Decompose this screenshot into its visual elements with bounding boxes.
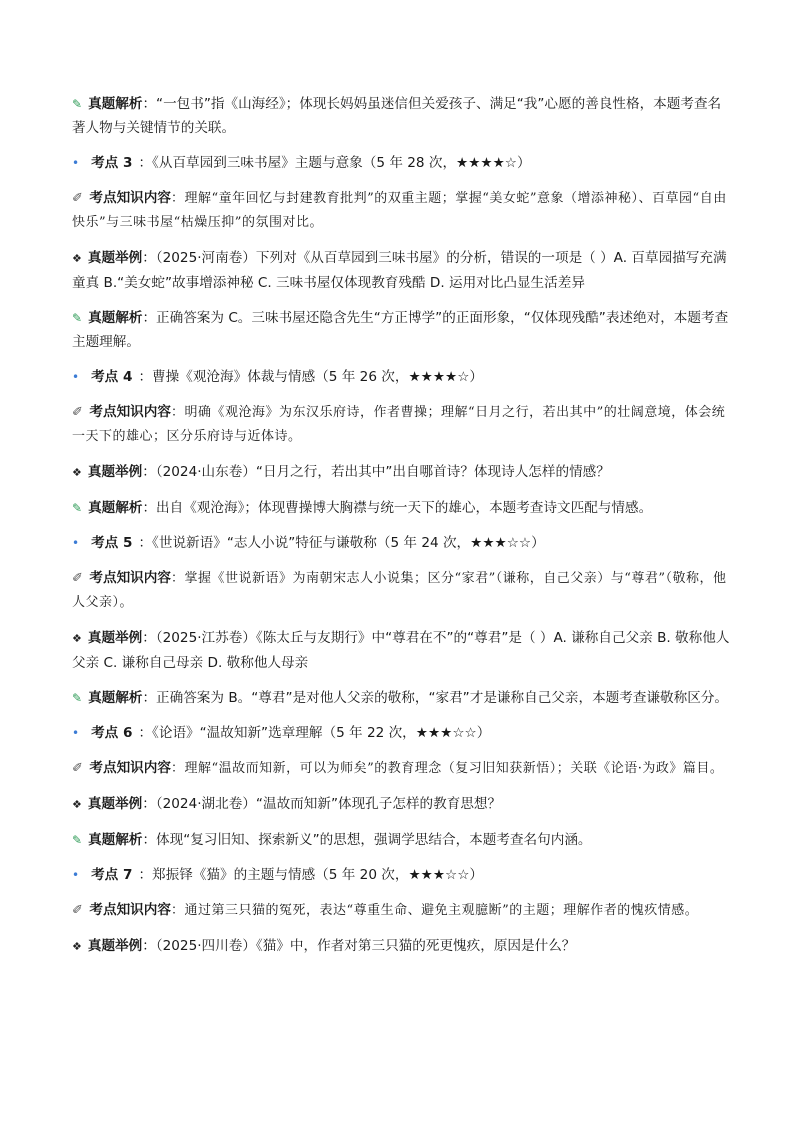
knowledge-text: ：通过第三只猫的冤死，表达“尊重生命、避免主观臆断”的主题；理解作者的愧疚情感。 xyxy=(170,903,699,918)
knowledge-text: ：理解“童年回忆与封建教育批判”的双重主题；掌握“美女蛇”意象（增添神秘）、百草园“自由快乐”与三味书屋“枯燥压抑”的氛围对比。 xyxy=(72,191,727,230)
analysis-block xyxy=(72,828,732,852)
pen-icon: ✐ xyxy=(72,761,84,776)
example-block xyxy=(72,626,732,675)
analysis-label: 真题解析 xyxy=(88,310,143,326)
analysis-block xyxy=(72,496,732,520)
analysis-label: 真题解析 xyxy=(88,690,143,706)
diamond-icon: ❖ xyxy=(72,940,82,953)
example-block xyxy=(72,246,732,295)
diamond-icon: ❖ xyxy=(72,632,82,645)
diamond-icon: ❖ xyxy=(72,466,82,479)
point-label: 考点 5 xyxy=(91,535,133,551)
pen-icon: ✐ xyxy=(72,903,84,918)
knowledge-block xyxy=(72,566,732,615)
example-text: ：（2025·四川卷）《猫》中，作者对第三只猫的死更愧疚，原因是什么？ xyxy=(142,938,576,954)
diamond-icon: ❖ xyxy=(72,798,82,811)
key-point-heading xyxy=(72,863,732,887)
example-text: ：（2025·河南卷）下列对《从百草园到三味书屋》的分析，错误的一项是（ ）A. 百草园描写充满童真 B.“美女蛇”故事增添神秘 C. 三味书屋仅体现教育残酷 D. 运用对比凸显生活差异 xyxy=(72,250,727,291)
bullet-icon: • xyxy=(72,536,80,550)
knowledge-label: 考点知识内容 xyxy=(89,190,171,206)
example-label: 真题举例 xyxy=(87,796,143,812)
point-label: 考点 7 xyxy=(91,867,133,883)
knowledge-block xyxy=(72,756,732,781)
example-text: ：（2025·江苏卷）《陈太丘与友期行》中“尊君在不”的“尊君”是（ ）A. 谦称自己父亲 B. 敬称他人父亲 C. 谦称自己母亲 D. 敬称他人母亲 xyxy=(72,630,730,671)
analysis-label: 真题解析 xyxy=(88,832,143,848)
key-point-heading xyxy=(72,365,732,389)
point-text: ：《世说新语》“志人小说”特征与谦敬称（5 年 24 次，★★★☆☆） xyxy=(138,535,545,551)
pen-icon: ✐ xyxy=(72,191,84,206)
knowledge-text: ：掌握《世说新语》为南朝宋志人小说集；区分“家君”（谦称，自己父亲）与“尊君”（敬称，他人父亲）。 xyxy=(72,571,727,610)
key-point-heading xyxy=(72,721,732,745)
analysis-block xyxy=(72,306,732,354)
pen-icon: ✐ xyxy=(72,405,84,420)
analysis-label: 真题解析 xyxy=(88,96,143,112)
pencil-icon: ✎ xyxy=(72,833,83,847)
bullet-icon: • xyxy=(72,156,80,170)
point-label: 考点 6 xyxy=(91,725,133,741)
example-label: 真题举例 xyxy=(87,464,143,480)
example-block xyxy=(72,460,732,485)
analysis-text: ：出自《观沧海》；体现曹操博大胸襟与统一天下的雄心，本题考查诗文匹配与情感。 xyxy=(142,500,653,516)
knowledge-label: 考点知识内容 xyxy=(89,760,171,776)
analysis-block xyxy=(72,92,732,140)
example-label: 真题举例 xyxy=(87,630,143,646)
knowledge-block xyxy=(72,400,732,449)
example-text: ：（2024·山东卷）“日月之行，若出其中”出自哪首诗？体现诗人怎样的情感？ xyxy=(142,464,610,480)
analysis-text: ：正确答案为 C。三味书屋还隐含先生“方正博学”的正面形象，“仅体现残酷”表述绝对，本题考查主题理解。 xyxy=(72,310,729,350)
point-text: ：《从百草园到三味书屋》主题与意象（5 年 28 次，★★★★☆） xyxy=(138,155,531,171)
analysis-text: ：“一包书”指《山海经》；体现长妈妈虽迷信但关爱孩子、满足“我”心愿的善良性格，本题考查名著人物与关键情节的关联。 xyxy=(72,96,722,136)
bullet-icon: • xyxy=(72,726,80,740)
key-point-heading xyxy=(72,151,732,175)
analysis-text: ：体现“复习旧知、探索新义”的思想，强调学思结合，本题考查名句内涵。 xyxy=(142,832,592,848)
pen-icon: ✐ xyxy=(72,571,84,586)
example-label: 真题举例 xyxy=(87,250,143,266)
point-text: ：郑振铎《猫》的主题与情感（5 年 20 次，★★★☆☆） xyxy=(138,867,483,883)
diamond-icon: ❖ xyxy=(72,252,82,265)
knowledge-text: ：明确《观沧海》为东汉乐府诗，作者曹操；理解“日月之行，若出其中”的壮阔意境，体会统一天下的雄心；区分乐府诗与近体诗。 xyxy=(72,405,726,444)
knowledge-block xyxy=(72,186,732,235)
example-block xyxy=(72,792,732,817)
point-text: ：《论语》“温故知新”选章理解（5 年 22 次，★★★☆☆） xyxy=(138,725,491,741)
pencil-icon: ✎ xyxy=(72,501,83,515)
point-label: 考点 4 xyxy=(91,369,133,385)
example-text: ：（2024·湖北卷）“温故而知新”体现孔子怎样的教育思想？ xyxy=(142,796,502,812)
bullet-icon: • xyxy=(72,370,80,384)
analysis-text: ：正确答案为 B。“尊君”是对他人父亲的敬称，“家君”才是谦称自己父亲，本题考查谦敬称区分。 xyxy=(142,690,729,706)
bullet-icon: • xyxy=(72,868,80,882)
document-page xyxy=(72,92,732,970)
analysis-label: 真题解析 xyxy=(88,500,143,516)
key-point-heading xyxy=(72,531,732,555)
knowledge-block xyxy=(72,898,732,923)
knowledge-text: ：理解“温故而知新，可以为师矣”的教育理念（复习旧知获新悟）；关联《论语·为政》篇目。 xyxy=(170,761,724,776)
pencil-icon: ✎ xyxy=(72,311,83,325)
analysis-block xyxy=(72,686,732,710)
knowledge-label: 考点知识内容 xyxy=(89,902,171,918)
knowledge-label: 考点知识内容 xyxy=(89,570,171,586)
point-label: 考点 3 xyxy=(91,155,133,171)
point-text: ：曹操《观沧海》体裁与情感（5 年 26 次，★★★★☆） xyxy=(138,369,483,385)
example-block xyxy=(72,934,732,959)
pencil-icon: ✎ xyxy=(72,97,83,111)
knowledge-label: 考点知识内容 xyxy=(89,404,171,420)
example-label: 真题举例 xyxy=(87,938,143,954)
pencil-icon: ✎ xyxy=(72,691,83,705)
